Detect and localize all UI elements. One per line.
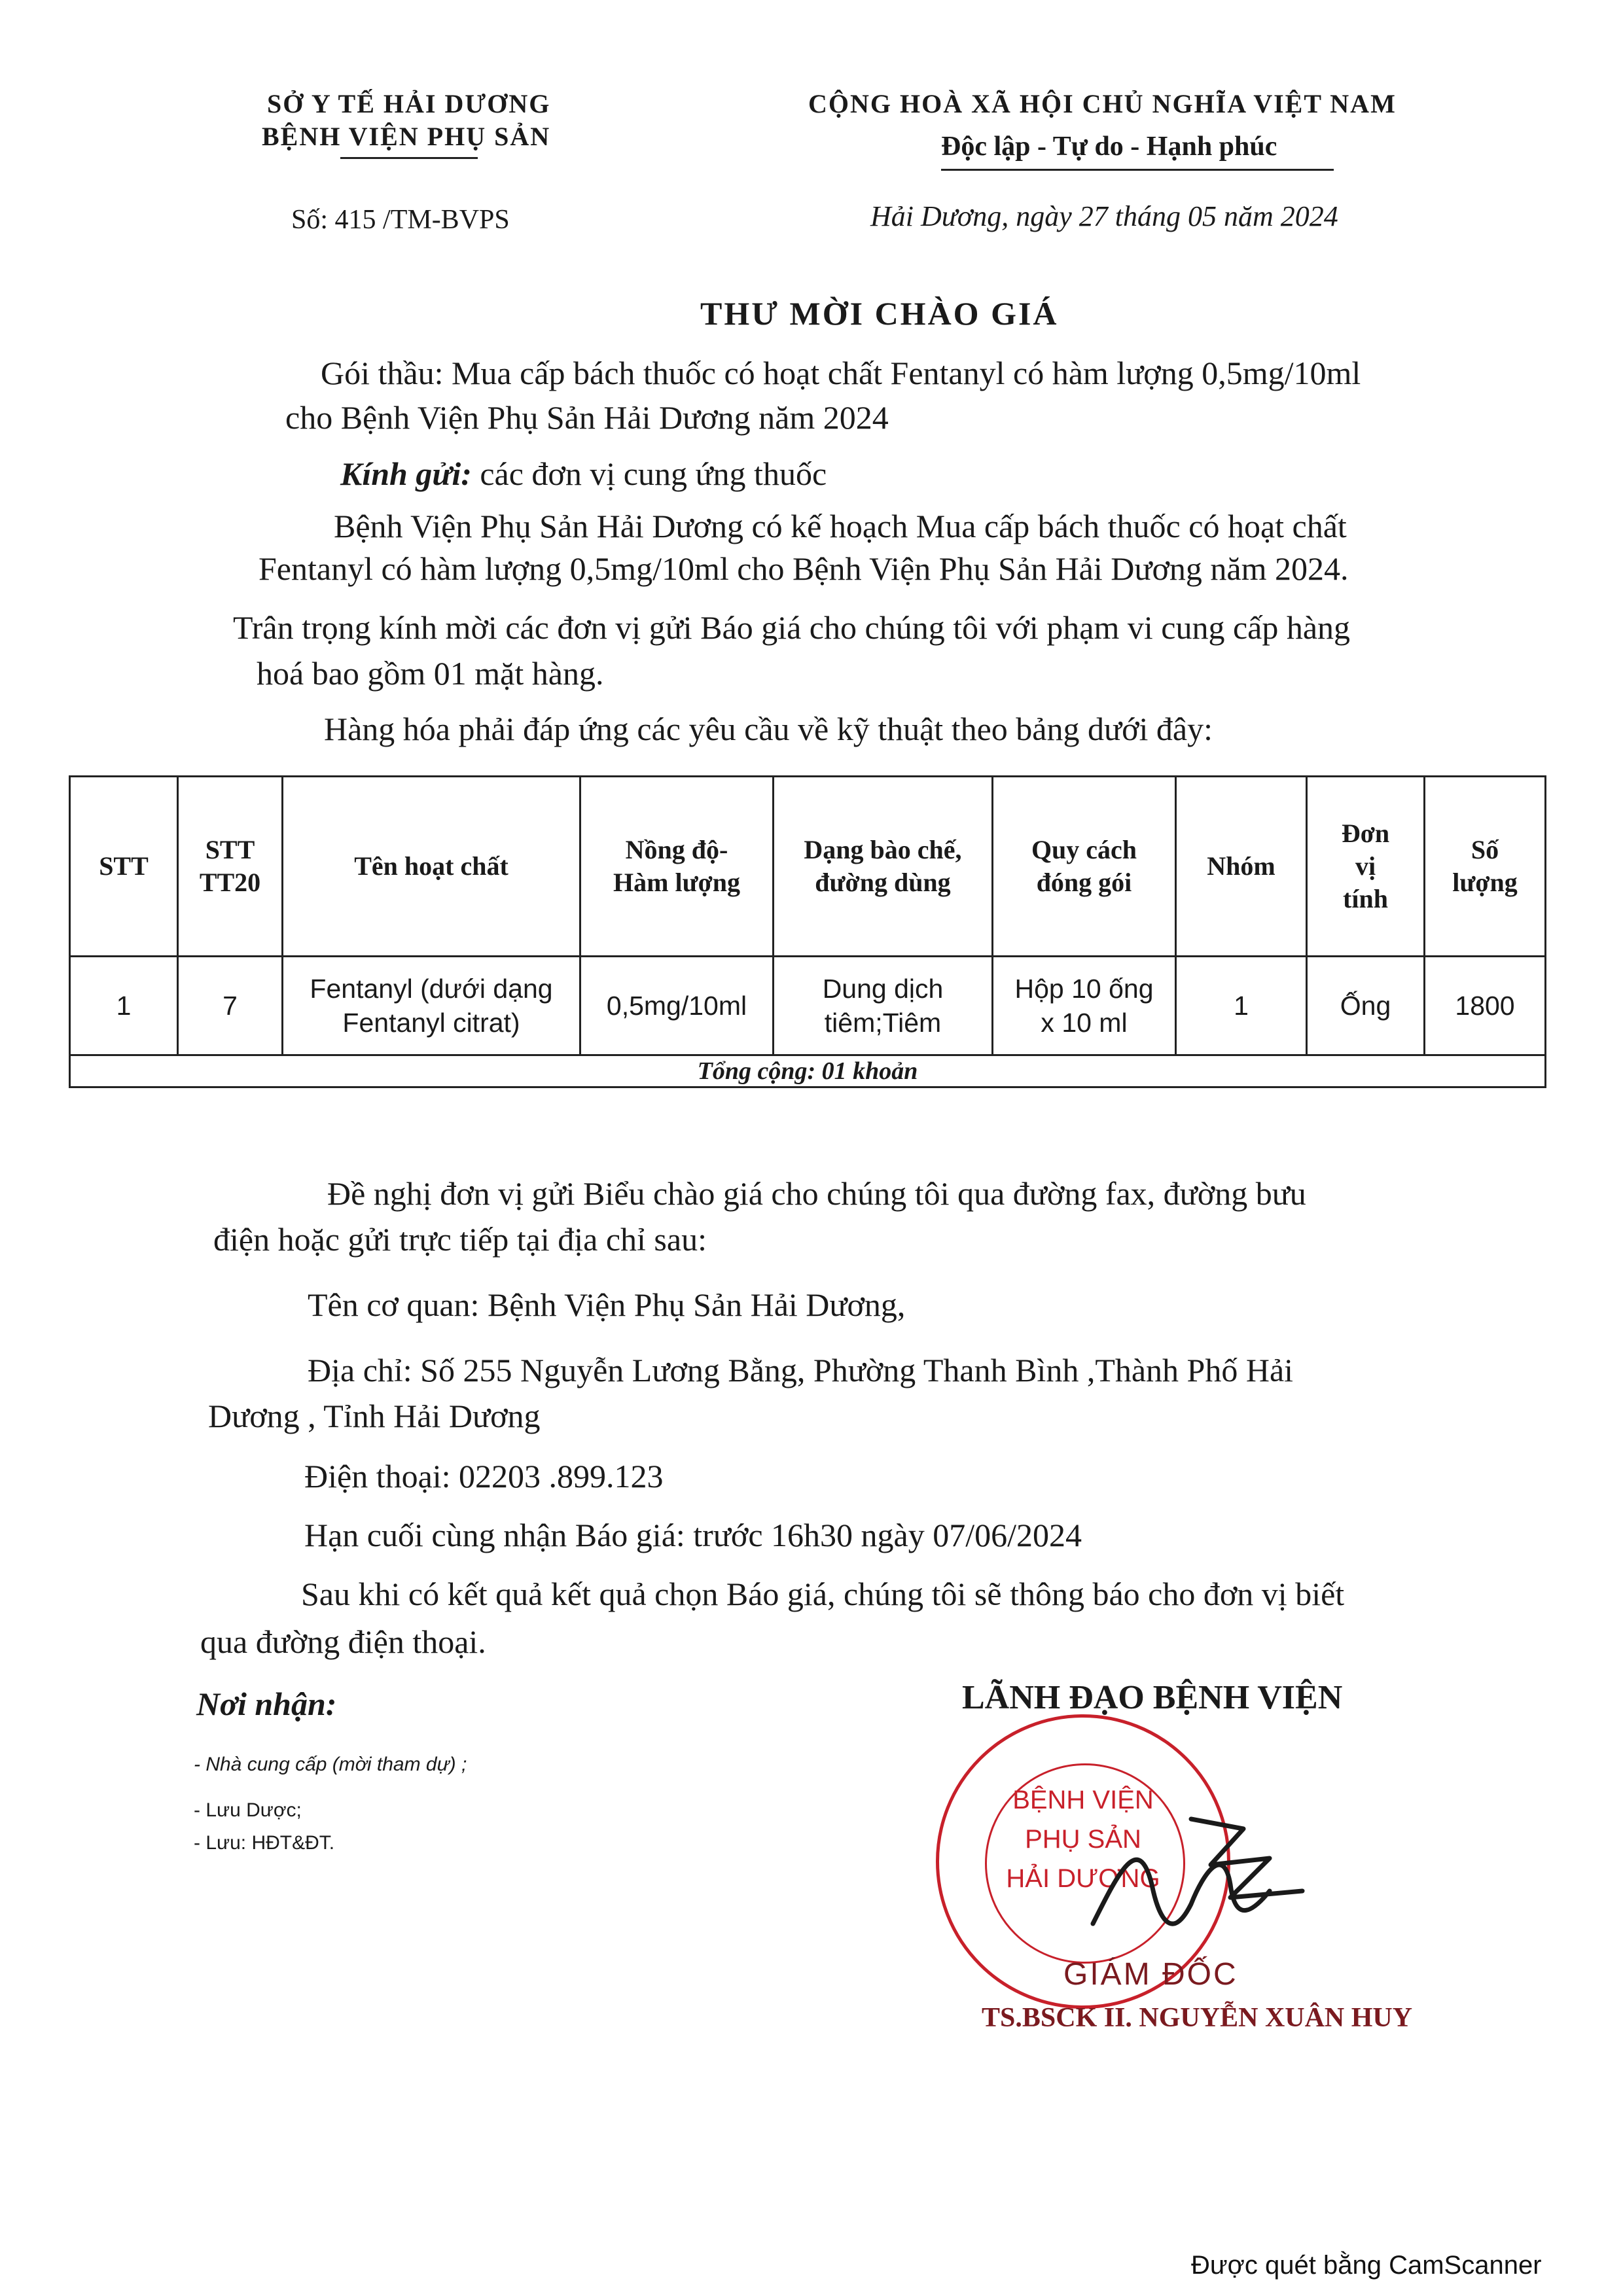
request-line2: điện hoặc gửi trực tiếp tại địa chỉ sau: <box>213 1221 707 1258</box>
table-total: Tổng cộng: 01 khoản <box>70 1055 1546 1087</box>
national-motto: Độc lập - Tự do - Hạnh phúc <box>941 132 1277 162</box>
header-underline-left <box>340 157 478 159</box>
cell-stt: 1 <box>70 957 178 1055</box>
phone-number: Điện thoại: 02203 .899.123 <box>304 1458 664 1494</box>
header-concentration: Nồng độ- Hàm lượng <box>580 777 774 957</box>
header-stt: STT <box>70 777 178 957</box>
cell-active-ingredient: Fentanyl (dưới dạng Fentanyl citrat) <box>283 957 580 1055</box>
header-quantity: Số lượng <box>1425 777 1546 957</box>
stamp-line2: PHỤ SẢN <box>1025 1825 1141 1854</box>
header-packaging: Quy cách đóng gói <box>993 777 1176 957</box>
signatory-name: TS.BSCK II. NGUYỄN XUÂN HUY <box>982 2003 1413 2033</box>
cell-group: 1 <box>1176 957 1307 1055</box>
recipients-title: Nơi nhận: <box>196 1686 337 1722</box>
recipient-item-2: - Lưu Dược; <box>194 1799 302 1821</box>
table-total-row <box>70 1055 1546 1087</box>
quote-deadline: Hạn cuối cùng nhận Báo giá: trước 16h30 ngày 07/06/2024 <box>304 1517 1082 1553</box>
table-header-row <box>70 777 1546 957</box>
cell-concentration: 0,5mg/10ml <box>580 957 774 1055</box>
stamp-line1: BỆNH VIỆN <box>1012 1786 1154 1814</box>
header-group: Nhóm <box>1176 777 1307 957</box>
stamp-line3: HẢI DƯƠNG <box>1006 1864 1160 1893</box>
greeting <box>340 451 827 496</box>
greeting-label: Kính gửi: <box>340 455 472 492</box>
header-unit: Đơn vị tính <box>1307 777 1425 957</box>
request-line1: Đề nghị đơn vị gửi Biểu chào giá cho chúng tôi qua đường fax, đường bưu <box>327 1175 1306 1212</box>
header-underline-right <box>941 169 1334 171</box>
intro-line2: Fentanyl có hàm lượng 0,5mg/10ml cho Bệnh Viện Phụ Sản Hải Dương năm 2024. <box>259 550 1349 587</box>
cell-packaging: Hộp 10 ống x 10 ml <box>993 957 1176 1055</box>
header-dosage-form: Dạng bào chế, đường dùng <box>774 777 993 957</box>
notification-line2: qua đường điện thoại. <box>200 1623 486 1660</box>
requirements-line: Hàng hóa phải đáp ứng các yêu cầu về kỹ thuật theo bảng dưới đây: <box>324 711 1213 747</box>
invitation-line1: Trân trọng kính mời các đơn vị gửi Báo giá cho chúng tôi với phạm vi cung cấp hàng <box>233 609 1351 646</box>
hospital-name: BỆNH VIỆN PHỤ SẢN <box>262 122 551 151</box>
greeting-text: các đơn vị cung ứng thuốc <box>480 455 827 492</box>
signature-heading: LÃNH ĐẠO BỆNH VIỆN <box>962 1679 1343 1716</box>
signature-position: GIÁM ĐỐC <box>1063 1957 1238 1992</box>
recipient-item-1: - Nhà cung cấp (mời tham dự) ; <box>194 1754 467 1775</box>
signature-scribble <box>1080 1793 1315 1963</box>
intro-line1: Bệnh Viện Phụ Sản Hải Dương có kế hoạch Mua cấp bách thuốc có hoạt chất <box>334 508 1347 544</box>
package-line1: Gói thầu: Mua cấp bách thuốc có hoạt chất Fentanyl có hàm lượng 0,5mg/10ml <box>321 355 1361 391</box>
goods-table <box>69 775 1546 1088</box>
cell-quantity: 1800 <box>1425 957 1546 1055</box>
header-stt-tt20: STT TT20 <box>178 777 283 957</box>
cell-dosage-form: Dung dịch tiêm;Tiêm <box>774 957 993 1055</box>
notification-line1: Sau khi có kết quả kết quả chọn Báo giá, chúng tôi sẽ thông báo cho đơn vị biết <box>301 1576 1345 1612</box>
cell-stt-tt20: 7 <box>178 957 283 1055</box>
address-line1: Địa chỉ: Số 255 Nguyễn Lương Bằng, Phường Thanh Bình ,Thành Phố Hải <box>308 1352 1294 1388</box>
document-title: THƯ MỜI CHÀO GIÁ <box>700 295 1059 332</box>
invitation-line2: hoá bao gồm 01 mặt hàng. <box>257 655 604 692</box>
department-name: SỞ Y TẾ HẢI DƯƠNG <box>267 89 551 118</box>
header-active-ingredient: Tên hoạt chất <box>283 777 580 957</box>
address-line2: Dương , Tỉnh Hải Dương <box>208 1398 541 1434</box>
package-line2: cho Bệnh Viện Phụ Sản Hải Dương năm 2024 <box>285 399 889 436</box>
table-row <box>70 957 1546 1055</box>
national-title: CỘNG HOÀ XÃ HỘI CHỦ NGHĨA VIỆT NAM <box>808 89 1397 118</box>
document-date: Hải Dương, ngày 27 tháng 05 năm 2024 <box>870 200 1338 232</box>
agency-name: Tên cơ quan: Bệnh Viện Phụ Sản Hải Dương, <box>308 1286 906 1323</box>
recipient-item-3: - Lưu: HĐT&ĐT. <box>194 1832 335 1854</box>
scanner-watermark: Được quét bằng CamScanner <box>1191 2251 1542 2280</box>
cell-unit: Ống <box>1307 957 1425 1055</box>
document-number: Số: 415 /TM-BVPS <box>291 205 510 235</box>
